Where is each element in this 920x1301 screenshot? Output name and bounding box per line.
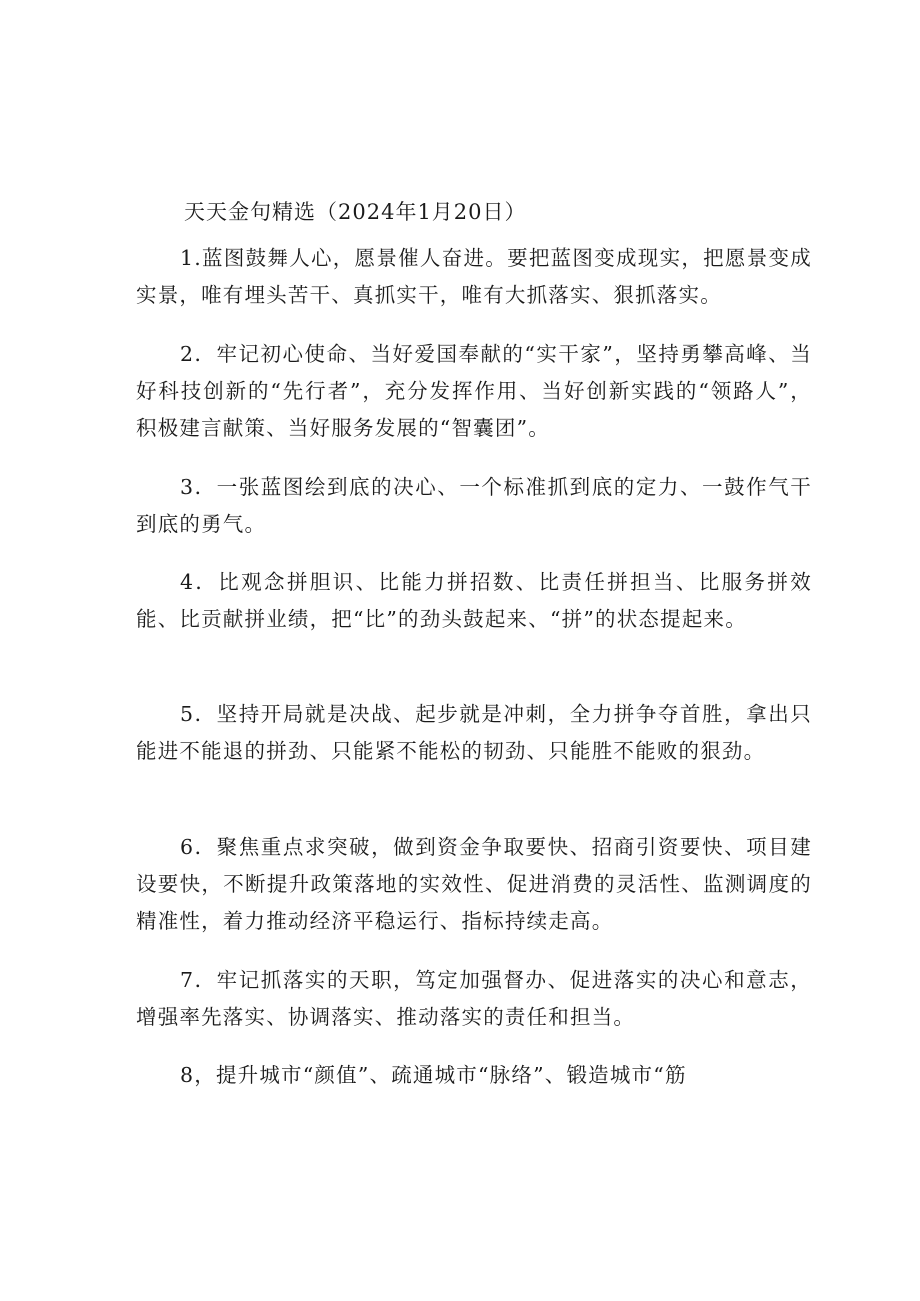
quote-item-4: 4．比观念拼胆识、比能力拼招数、比责任拼担当、比服务拼效能、比贡献拼业绩，把“比”的劲头鼓起来、“拼”的状态提起来。 <box>136 570 812 631</box>
quote-item-3: 3．一张蓝图绘到底的决心、一个标准抓到底的定力、一鼓作气干到底的勇气。 <box>136 475 812 536</box>
quote-item-5: 5．坚持开局就是决战、起步就是冲刺，全力拼争夺首胜，拿出只能进不能退的拼劲、只能紧不能松的韧劲、只能胜不能败的狠劲。 <box>136 702 812 763</box>
quote-item-8: 8，提升城市“颜值”、疏通城市“脉络”、锻造城市“筋 <box>180 1063 687 1087</box>
quote-item-1: 1.蓝图鼓舞人心，愿景催人奋进。要把蓝图变成现实，把愿景变成实景，唯有埋头苦干、真抓实干，唯有大抓落实、狠抓落实。 <box>136 246 812 307</box>
quote-item-7: 7．牢记抓落实的天职，笃定加强督办、促进落实的决心和意志，增强率先落实、协调落实、推动落实的责任和担当。 <box>136 968 812 1029</box>
quote-item-6: 6．聚焦重点求突破，做到资金争取要快、招商引资要快、项目建设要快，不断提升政策落地的实效性、促进消费的灵活性、监测调度的精准性，着力推动经济平稳运行、指标持续走高。 <box>136 835 812 933</box>
quote-item-2: 2．牢记初心使命、当好爱国奉献的“实干家”，坚持勇攀高峰、当好科技创新的“先行者”，充分发挥作用、当好创新实践的“领路人”，积极建言献策、当好服务发展的“智囊团”。 <box>136 342 812 440</box>
document-title: 天天金句精选（2024年1月20日） <box>184 200 527 224</box>
